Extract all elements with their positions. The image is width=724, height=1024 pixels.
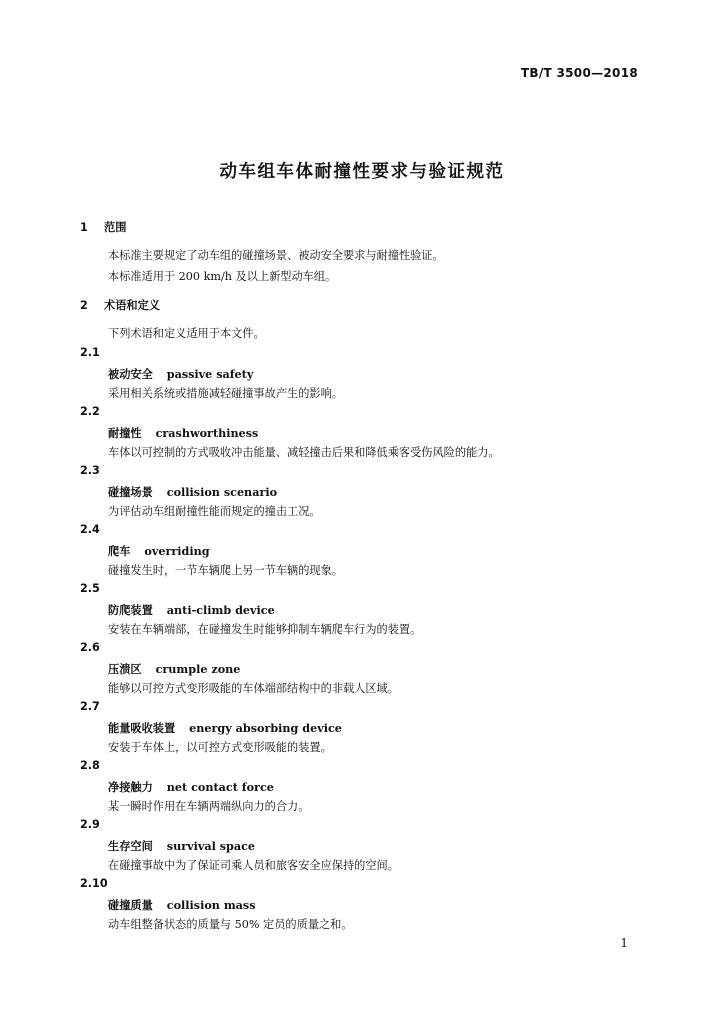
term-number: 2.10 (80, 877, 108, 890)
term-definition: 动车组整备状态的质量与 50% 定员的质量之和。 (108, 918, 353, 931)
term-definition: 在碰撞事故中为了保证司乘人员和旅客安全应保持的空间。 (108, 859, 399, 872)
term-number: 2.3 (80, 464, 100, 477)
term-entry (108, 602, 275, 618)
document-title: 动车组车体耐撞性要求与验证规范 (219, 162, 505, 182)
term-english: crashworthiness (155, 426, 259, 440)
term-number: 2.9 (80, 818, 100, 831)
paragraph: 本标准适用于 200 km/h 及以上新型动车组。 (108, 270, 337, 283)
term-entry (108, 838, 255, 854)
term-chinese: 被动安全 (108, 368, 153, 381)
section-number: 2 (80, 299, 88, 312)
term-number: 2.5 (80, 582, 100, 595)
term-english: anti-climb device (166, 603, 275, 617)
term-english: collision mass (166, 898, 256, 912)
term-number: 2.1 (80, 346, 100, 359)
page-number: 1 (620, 936, 628, 950)
section-heading-terms (80, 297, 160, 313)
term-definition: 某一瞬时作用在车辆两端纵向力的合力。 (108, 800, 310, 813)
section-heading-scope (80, 219, 126, 235)
term-chinese: 净接触力 (108, 781, 153, 794)
term-entry (108, 425, 258, 441)
term-english: passive safety (166, 367, 254, 381)
term-definition: 采用相关系统或措施减轻碰撞事故产生的影响。 (108, 387, 343, 400)
standard-number: TB/T 3500—2018 (520, 66, 638, 80)
section-number: 1 (80, 221, 88, 234)
term-number: 2.2 (80, 405, 100, 418)
term-definition: 能够以可控方式变形吸能的车体端部结构中的非载人区域。 (108, 682, 399, 695)
section-title: 术语和定义 (104, 299, 160, 312)
term-chinese: 生存空间 (108, 840, 153, 853)
term-english: overriding (144, 544, 210, 558)
term-chinese: 耐撞性 (108, 427, 142, 440)
term-chinese: 碰撞场景 (108, 486, 153, 499)
term-english: net contact force (166, 780, 274, 794)
term-number: 2.6 (80, 641, 100, 654)
term-definition: 安装在车辆端部，在碰撞发生时能够抑制车辆爬车行为的装置。 (108, 623, 422, 636)
term-number: 2.8 (80, 759, 100, 772)
term-chinese: 碰撞质量 (108, 899, 153, 912)
term-definition: 碰撞发生时，一节车辆爬上另一节车辆的现象。 (108, 564, 343, 577)
term-entry (108, 897, 256, 913)
term-chinese: 爬车 (108, 545, 131, 558)
term-english: energy absorbing device (189, 721, 342, 735)
term-entry (108, 720, 342, 736)
term-english: survival space (166, 839, 256, 853)
term-english: crumple zone (155, 662, 241, 676)
term-chinese: 压溃区 (108, 663, 142, 676)
term-number: 2.7 (80, 700, 100, 713)
term-entry (108, 543, 210, 559)
term-definition: 车体以可控制的方式吸收冲击能量、减轻撞击后果和降低乘客受伤风险的能力。 (108, 446, 500, 459)
term-definition: 为评估动车组耐撞性能而规定的撞击工况。 (108, 505, 321, 518)
term-entry (108, 484, 277, 500)
term-number: 2.4 (80, 523, 100, 536)
paragraph: 本标准主要规定了动车组的碰撞场景、被动安全要求与耐撞性验证。 (108, 249, 444, 262)
term-entry (108, 661, 240, 677)
term-entry (108, 366, 253, 382)
term-chinese: 防爬装置 (108, 604, 153, 617)
term-english: collision scenario (166, 485, 278, 499)
section-title: 范围 (104, 221, 127, 234)
term-entry (108, 779, 274, 795)
term-definition: 安装于车体上，以可控方式变形吸能的装置。 (108, 741, 332, 754)
paragraph: 下列术语和定义适用于本文件。 (108, 327, 265, 340)
term-chinese: 能量吸收装置 (108, 722, 176, 735)
